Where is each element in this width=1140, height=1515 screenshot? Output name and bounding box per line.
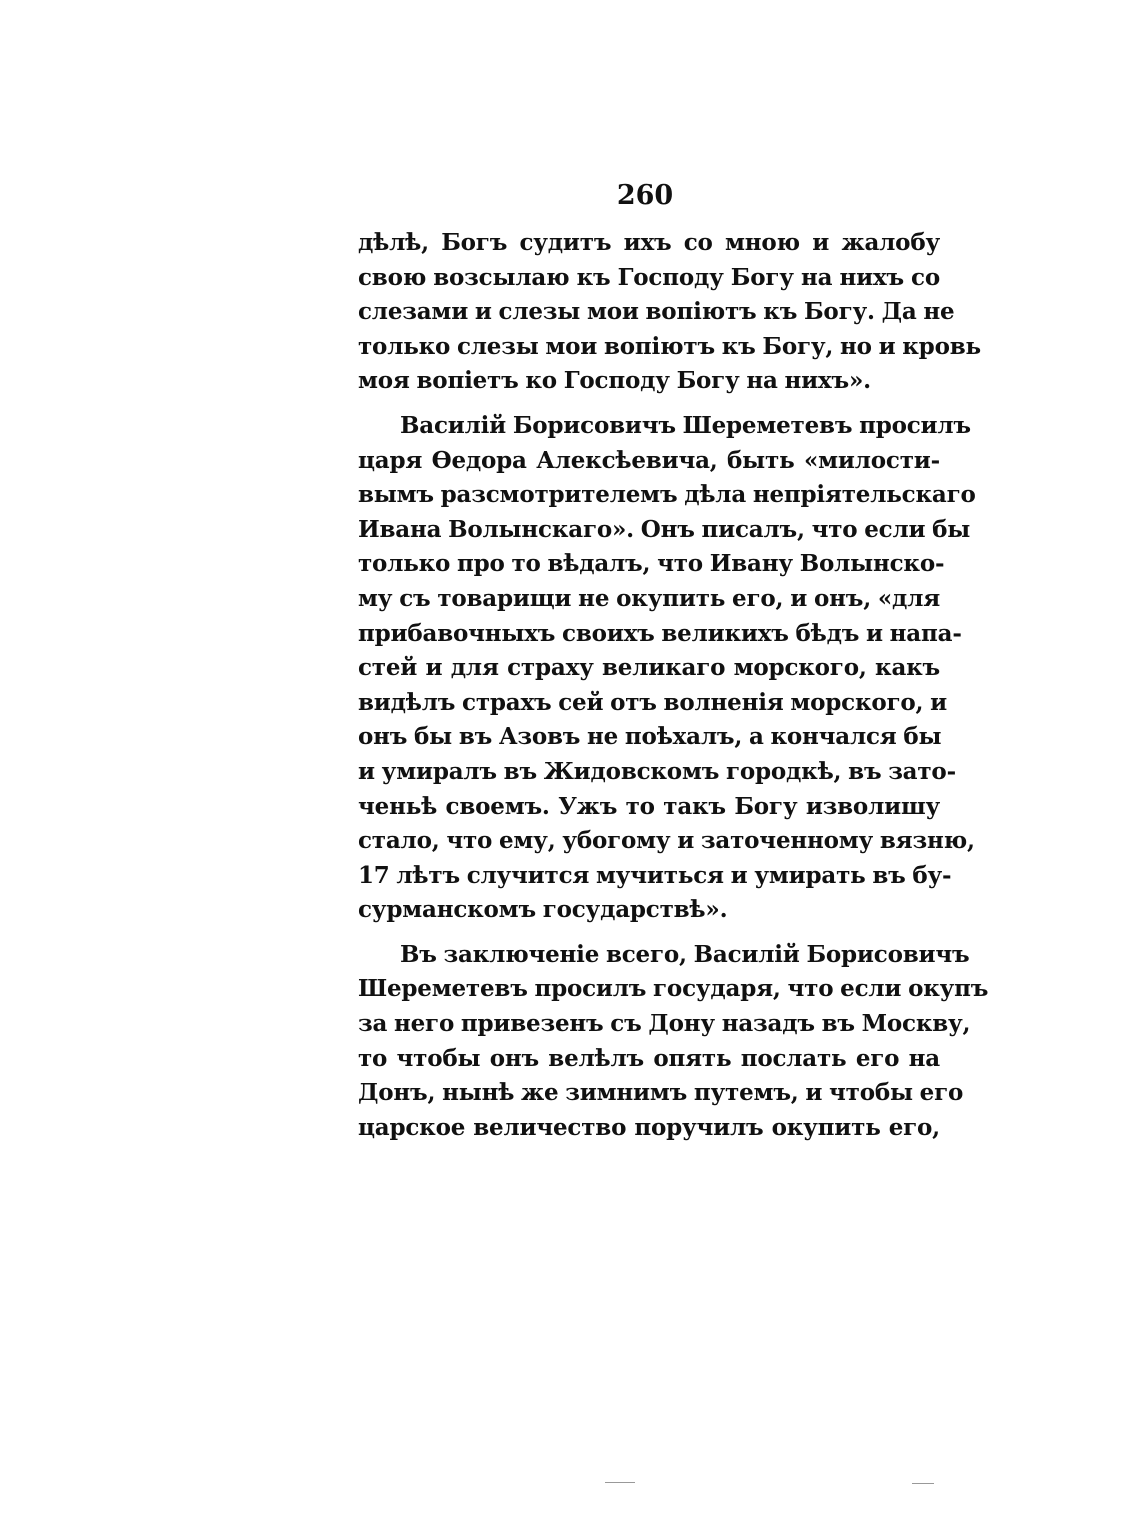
paragraph-3 — [358, 938, 989, 1146]
scan-mark — [605, 1482, 635, 1483]
text-line: только про то вѣдалъ, что Ивану Волынско- — [358, 550, 945, 578]
text-line: то чтобы онъ велѣлъ опять послать его на — [358, 1044, 940, 1072]
text-line: вымъ разсмотрителемъ дѣла непріятельскаго — [358, 481, 976, 509]
text-line: Василій Борисовичъ Шереметевъ просилъ — [400, 411, 971, 439]
text-line: сурманскомъ государствѣ». — [358, 896, 728, 924]
text-line: только слезы мои вопіютъ къ Богу, но и кровь — [358, 332, 981, 360]
text-line: видѣлъ страхъ сей отъ волненія морского, и — [358, 688, 948, 716]
body-text — [358, 226, 989, 1145]
text-line: му съ товарищи не окупить его, и онъ, «для — [358, 584, 940, 612]
text-line: Въ заключеніе всего, Василій Борисовичъ — [400, 940, 970, 968]
paragraph-gap — [358, 399, 940, 409]
paragraph-1 — [358, 226, 981, 399]
text-line: онъ бы въ Азовъ не поѣхалъ, а кончался бы — [358, 723, 942, 751]
text-line: и умиралъ въ Жидовскомъ городкѣ, въ зато- — [358, 757, 956, 785]
paragraph-2 — [358, 409, 976, 928]
text-line: 17 лѣтъ случится мучиться и умирать въ бу- — [358, 861, 952, 889]
text-line: слезами и слезы мои вопіютъ къ Богу. Да не — [358, 298, 955, 326]
text-line: свою возсылаю къ Господу Богу на нихъ со — [358, 263, 940, 291]
text-line: царя Өедора Алексѣевича, быть «милости- — [358, 446, 940, 474]
text-line: Ивана Волынскаго». Онъ писалъ, что если бы — [358, 515, 971, 543]
text-line: Шереметевъ просилъ государя, что если окупъ — [358, 975, 989, 1003]
page-number: 260 — [616, 180, 674, 211]
text-line: стей и для страху великаго морского, какъ — [358, 654, 940, 682]
text-line: царское величество поручилъ окупить его, — [358, 1113, 940, 1141]
paragraph-gap — [358, 928, 940, 938]
scan-mark — [912, 1483, 934, 1484]
text-line: ченьѣ своемъ. Ужъ то такъ Богу изволишу — [358, 792, 940, 820]
text-line: за него привезенъ съ Дону назадъ въ Москву, — [358, 1010, 971, 1038]
text-line: моя вопіетъ ко Господу Богу на нихъ». — [358, 367, 871, 395]
text-line: стало, что ему, убогому и заточенному вязню, — [358, 827, 975, 855]
text-line: Донъ, нынѣ же зимнимъ путемъ, и чтобы его — [358, 1079, 964, 1107]
text-line: дѣлѣ, Богъ судитъ ихъ со мною и жалобу — [358, 229, 940, 256]
text-line: прибавочныхъ своихъ великихъ бѣдъ и напа- — [358, 619, 962, 647]
